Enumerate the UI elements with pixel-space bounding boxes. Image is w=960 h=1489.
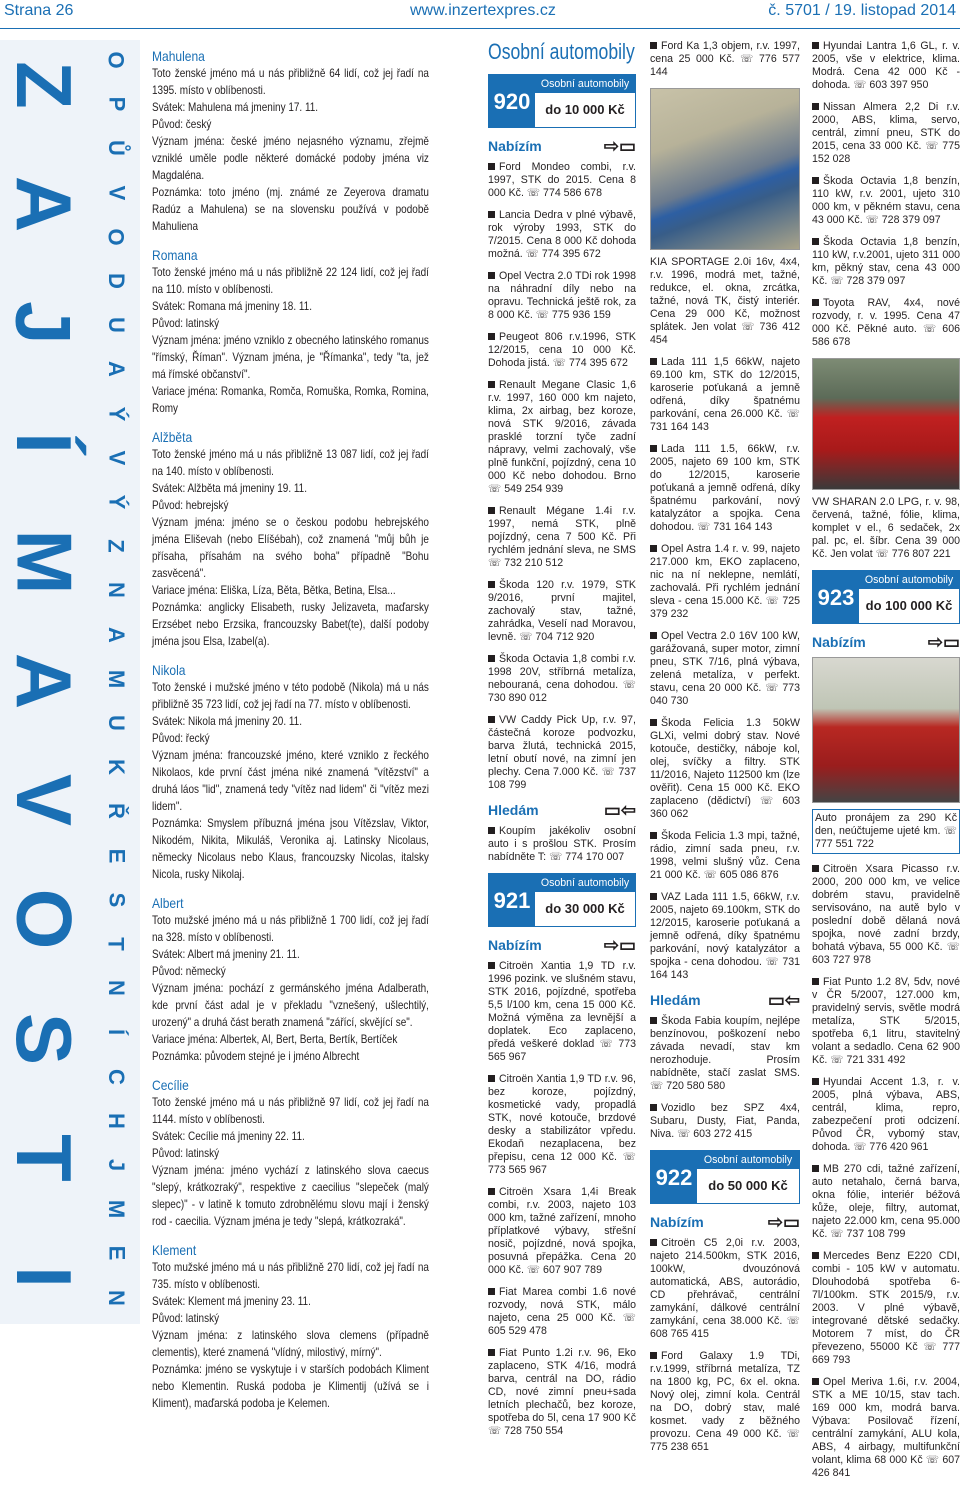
car-photo-kia (650, 88, 800, 250)
name-paragraph: Původ: český (152, 118, 212, 131)
name-paragraph: Význam jména: jméno vzniklo z obecného latinského romanus "římský, Říman". Význam jména, je "Římanka", tedy "ta, jež má římské občanství". (152, 334, 429, 381)
subtitle-letter: H (103, 1112, 129, 1129)
subtitle-letter: Í (104, 1029, 129, 1036)
subtitle-letter: N (103, 1289, 129, 1306)
name-title: Cecílie (152, 1077, 189, 1093)
price-range: do 10 000 Kč (545, 102, 625, 117)
title-letter: M (0, 529, 88, 595)
subtitle-letter: D (103, 273, 129, 289)
category-heading: Osobní automobily (488, 39, 635, 64)
name-paragraph: Význam jména: jméno vychází z latinského slova caecus "slepý, krátkozraký", respektive z caecilius "slepeček (malý slepec)" - v latině k tomuto zdrobnělému slovu mají i ženský rod - caecilia. Význam jména je tedy "slepá, krátkozraká". (152, 1164, 429, 1228)
category-box-923 (812, 570, 960, 624)
name-paragraph: Svátek: Mahulena má jmeniny 17. 11. (152, 101, 319, 114)
subtitle-letter: A (103, 361, 129, 378)
offer-heading: Nabízím ⇨▭ (812, 632, 960, 652)
name-paragraph: Variace jména: Romanka, Romča, Romuška, Romka, Romina, Romy (152, 385, 429, 415)
subtitle-letter: Ř (103, 803, 129, 820)
name-entry (152, 1242, 429, 1412)
subtitle-letter: N (103, 980, 129, 997)
name-entry (152, 1077, 429, 1230)
list-item: Hyundai Accent 1.3, r. v. 2005, plná výbava, ABS, centrál, klima, repro, zabezpečení proti odcizení. Původ ČR, vybomý stav, dohoda. ☏ 776 420 961 (812, 1076, 960, 1153)
list-item: Renault Mégane 1.4i r.v. 1997, nemá STK, plně pojízdný, cena 7 500 Kč. Při rychlém jednání sleva, ne SMS ☏ 732 210 512 (488, 505, 636, 569)
list-item: Lada 111 1.5, 66kW, r.v. 2005, najeto 69 100 km, STK do 12/2015, karoserie poťukaná a jemně odřená, díky špatnému parkování, nový katalyzátor a spojka. Cena dohodou. ☏ 731 164 143 (650, 443, 800, 533)
list-item: Citroën C5 2,0i r.v. 2003, najeto 214.500km, STK 2016, 100kW, dvouzónová automatická, ABS, autorádio, CD přehrávač, centrální zamykání, dálkové centrální zamykání, cena 38.000 Kč. ☏ 608 765 415 (650, 1237, 800, 1340)
list-item: Citroën Xsara Picasso r.v. 2000, 200 000 km, ve velice dobrém stavu, pravidelně servisováno, na autě bylo v poslední době dělaná nová spojka, nové zadní brzdy, bohatá výbava, 55 000 Kč. ☏ 603 727 978 (812, 863, 960, 966)
list-item: VW SHARAN 2.0 LPG, r. v. 98, červená, tažné, fólie, klima, komplet v el., 6 sedaček, 2x pal. pc, el. šíbr. Cena 39 000 Kč. Jen volat ☏ 776 807 221 (812, 496, 960, 560)
name-title: Nikola (152, 662, 186, 678)
name-title: Albert (152, 895, 184, 911)
list-item: Škoda Felicia 1.3 50kW GLXi, velmi dobrý stav. Nové kotouče, destičky, náboje kol, olej, svíčky a filtry. STK 11/2016, Najeto 112500 km (lze ověřit). Cena 15 000 Kč. EKO zaplaceno (dědictví) ☏ 603 360 062 (650, 717, 800, 820)
category-box-921 (488, 873, 636, 927)
category-label: Osobní automobily (535, 75, 635, 93)
title-letter: S (0, 1012, 88, 1065)
list-item: Opel Meriva 1.6i, r.v. 2004, STK a ME 10/15, stav tach. 169 000 km, modrá barva. Výbava: Posilovač řízení, centrální zamykání, ALU kola, ABS, 4 airbagy, multifunkční volant, klima 68 000 Kč ☏ 607 426 841 (812, 1376, 960, 1479)
title-letter: Z (0, 61, 88, 109)
list-item: Hyundai Lantra 1,6 GL, r. v. 2005, vše v elektrice, klima. Modrá. Cena 42 000 Kč - dohoda. ☏ 603 397 950 (812, 40, 960, 91)
list-item: Mercedes Benz E220 CDI, combi - 105 kW v automatu. Dlouhodobá spotřeba 6-7l/100km. STK 2015/9, r.v. 2003. V plné výbavě, integrované dětské sedačky. Motorem 7 míst, do ČR převezeno, 55000 Kč ☏ 777 669 793 (812, 1250, 960, 1366)
name-paragraph: Svátek: Nikola má jmeniny 20. 11. (152, 715, 303, 728)
subtitle-letter: E (104, 1246, 129, 1261)
list-item: Toyota RAV, 4x4, nové rozvody, r. v. 1995. Cena 47 000 Kč. Pěkné auto. ☏ 606 586 678 (812, 297, 960, 348)
name-paragraph: Význam jména: z latinského slova clemens (případně clementis), které znamená "vlídný, milostivý, mírný". (152, 1329, 429, 1359)
list-item: MB 270 cdi, tažné zařízení, auto netahalo, černá barva, okna fólie, interiér béžová kůže, oleje, filtry, automat, najeto 22.000 km, cena 95.000 Kč. ☏ 737 108 799 (812, 1163, 960, 1240)
subtitle-letter: M (103, 669, 129, 689)
subtitle-letter: S (104, 892, 129, 908)
page-header (0, 0, 960, 26)
list-item: Citroën Xsara 1,4i Break combi, r.v. 2003, najeto 103 000 km, tažné zařízení, mnoho příplatkové výbavy, střešní nosič, pojízdné, nová spojka, posuvná přepážka. Cena 20 000 Kč. ☏ 607 907 789 (488, 1186, 636, 1276)
offer-heading: Nabízím ⇨▭ (650, 1212, 800, 1232)
subtitle-letter: V (104, 450, 129, 466)
name-title: Alžběta (152, 429, 193, 445)
title-letter: I (0, 1266, 88, 1288)
subtitle-letter: O (104, 228, 129, 246)
list-item: Ford Ka 1,3 objem, r.v. 1997, cena 25 000 Kč. ☏ 776 577 144 (650, 40, 800, 78)
name-paragraph: Význam jména: české jméno nejasného významu, zřejmě vzniklé uměle podle některé domácké podoby jména viz Magdaléna. (152, 135, 429, 182)
name-title: Mahulena (152, 48, 205, 64)
name-paragraph: Variace jména: Albertek, Al, Bert, Berta, Bertík, Bertíček (152, 1033, 398, 1046)
category-box-920 (488, 74, 636, 128)
category-label: Osobní automobily (697, 1151, 799, 1169)
list-item: Fiat Punto 1.2i r.v. 96, Eko zaplaceno, STK 4/16, modrá barva, centrál na DO, rádio CD, nové zimní pneu+sada letních plechačů, bez koroze, spotřeba do 5l, cena 17 900 Kč ☏ 728 750 554 (488, 1347, 636, 1437)
name-paragraph: Původ: latinský (152, 1147, 220, 1160)
list-item: Škoda 120 r.v. 1979, STK 9/2016, první majitel, zachovalý stav, tažné, zahrádka, Veselí nad Moravou, levně. ☏ 704 712 920 (488, 579, 636, 643)
name-paragraph: Toto ženské jméno má u nás přibližně 64 lidí, což jej řadí na 1395. místo v oblíbenosti. (152, 67, 429, 97)
subtitle-letter: Z (103, 539, 129, 553)
title-letter: A (0, 652, 88, 710)
category-number: 923 (813, 571, 859, 623)
list-item: Nissan Almera 2,2 Di r.v. 2000, ABS, klima, servo, centrál, zimní pneu, STK do 2015, cena 33 000 Kč. ☏ 775 152 028 (812, 101, 960, 165)
name-paragraph: Toto ženské jméno má u nás přibližně 13 087 lidí, což jej řadí na 140. místo v oblíbenosti. (152, 448, 429, 478)
name-entry (152, 429, 429, 650)
name-title: Romana (152, 247, 198, 263)
list-item: Vozidlo bez SPZ 4x4, Subaru, Dusty, Fiat, Panda, Niva. ☏ 603 272 415 (650, 1102, 800, 1140)
list-item: Škoda Octavia 1,8 combi r.v. 1998 20V, stříbrná metalíza, nebouraná, cena dohodou. ☏ 730 890 012 (488, 653, 636, 704)
name-paragraph: Význam jména: francouzské jméno, které vzniklo z řeckého Nikolaos, kde první část jména niké znamená "vítězství" a druhá láos "lid", znamená tedy "vítěz nad lidem" či "vítěz mezi lidem". (152, 749, 429, 813)
list-item: KIA SPORTAGE 2.0i 16v, 4x4, r.v. 1996, modrá met, tažné, redukce, el. okna, zrcátka, tažné, nová TK, čistý interiér. Cena 29 000 Kč, možnost splátek. Jen volat ☏ 736 412 454 (650, 256, 800, 346)
arrow-left-icon: ▭⇦ (767, 990, 800, 1010)
name-paragraph: Původ: řecký (152, 732, 210, 745)
name-paragraph: Svátek: Romana má jmeniny 18. 11. (152, 300, 312, 313)
name-paragraph: Poznámka: toto jméno (mj. známé ze Zeyerova dramatu Radúz a Mahulena) se na slovensku používá v podobě Mahuliena (152, 186, 429, 233)
subtitle-letter: C (103, 1068, 129, 1085)
list-item: Škoda Octavia 1,8 benzín, 110 kW, r.v. 2001, ujeto 310 000 km, v pěkném stavu, cena 43 000 Kč. ☏ 728 379 097 (812, 175, 960, 226)
arrow-icon: ⇨▭ (927, 632, 960, 652)
list-item: Škoda Fabia koupím, nejlépe benzínovou, poškození nebo závada nevadí, stav km nerozhoduje. Prosím nabídněte, stačí zaslat SMS. ☏ 720 580 580 (650, 1015, 800, 1092)
name-paragraph: Původ: latinský (152, 1312, 220, 1325)
list-item: Opel Vectra 2.0 16V 100 kW, garážovaná, super motor, zimní pneu, STK 7/16, plná výbava, zelená metalíza, v perfekt. stavu, cena 20 000 Kč. ☏ 773 040 730 (650, 630, 800, 707)
list-item: Škoda Octavia 1,8 benzín, 110 kW, r.v.2001, ujeto 311 000 km, pěkný stav, cena 43 000 Kč. ☏ 728 379 097 (812, 236, 960, 287)
arrow-icon: ⇨▭ (603, 136, 636, 156)
list-item: Lada 111 1,5 66kW, najeto 69.100 km, STK do 12/2015, karoserie poťukaná a jemně odřená, díky špatnému parkování, cena 26.000 Kč. ☏ 731 164 143 (650, 356, 800, 433)
name-paragraph: Toto ženské jméno má u nás přibližně 97 lidí, což jej řadí na 1144. místo v oblíbenosti. (152, 1096, 429, 1126)
name-entry (152, 247, 429, 417)
category-number: 921 (489, 874, 535, 926)
name-entry (152, 662, 429, 883)
name-paragraph: Význam jména: jméno se o českou podobu hebrejského jména Eliševah (nebo Elíšébah), což znamená "můj bůh je přísaha, přísahám na svého boha" případně "Bohu zasvěcená". (152, 516, 429, 580)
list-item: Peugeot 806 r.v.1996, STK 12/2015, cena 10 000 Kč. Dohoda jistá. ☏ 774 395 672 (488, 331, 636, 369)
name-paragraph: Svátek: Alžběta má jmeniny 19. 11. (152, 482, 308, 495)
name-paragraph: Toto ženské jméno má u nás přibližně 22 124 lidí, což jej řadí na 110. místo v oblíbenosti. (152, 266, 429, 296)
subtitle-letter: T (103, 937, 129, 951)
car-photo-fabia (812, 657, 960, 803)
name-paragraph: Význam jména: pochází z germánského jména Adalberath, kde první část adal je v překladu "vznešený, ušlechtilý, urozený" a druhá část berath znamená "zářící, skvějící se". (152, 982, 429, 1029)
offer-heading: Nabízím ⇨▭ (488, 136, 636, 156)
list-item: Škoda Felicia 1.3 mpi, tažné, rádio, zimní sada pneu, r.v. 1998, velmi slušný vůz. Cena 21 000 Kč. ☏ 605 086 876 (650, 830, 800, 881)
name-paragraph: Svátek: Klement má jmeniny 23. 11. (152, 1295, 311, 1308)
list-item: Ford Mondeo combi, r.v. 1997, STK do 2015. Cena 8 000 Kč. ☏ 774 586 678 (488, 161, 636, 199)
section-title-vertical (0, 46, 88, 1316)
subtitle-letter: V (104, 185, 129, 200)
ads-column-2 (650, 40, 800, 1463)
name-paragraph: Svátek: Cecílie má jmeniny 22. 11. (152, 1130, 305, 1143)
subtitle-letter: Ý (104, 406, 129, 421)
name-paragraph: Poznámka: Smyslem příbuzná jména jsou Vítězslav, Viktor, Nikodém, Nikita, Mikuláš, Veronika aj. Latinsky Nicolaus, německy Nicolaus nebo Klaus, francouzsky Nicolas, italsky Nicola, rusky Nikolaj. (152, 817, 429, 881)
site-url[interactable]: www.inzertexpres.cz (410, 2, 556, 19)
subtitle-letter: E (104, 848, 129, 863)
subtitle-letter: U (103, 715, 129, 731)
category-number: 922 (651, 1151, 697, 1203)
price-range: do 30 000 Kč (545, 901, 625, 916)
list-item: Renault Megane Clasic 1,6 r.v. 1997, 160 000 km najeto, klima, 2x airbag, bez koroze, nová STK 9/2016, závada prasklé torzní tyče zadní nápravy, velmi zachovalý, vše plně funkční, pojízdný, cena 10 000 Kč nebo dohodou. Brno ☏ 549 254 939 (488, 379, 636, 495)
page-number: Strana 26 (4, 2, 74, 19)
title-letter: J (0, 301, 88, 346)
list-item: Fiat Punto 1.2 8V, 5dv, nové v ČR 5/2007, 127.000 km, pravidelný servis, světle modrá metalíza, STK 5/2015, spotřeba 6,1 litru, stavitelný volant a sedadlo. Cena 62 900 Kč. ☏ 721 331 492 (812, 976, 960, 1066)
name-entry (152, 48, 429, 235)
list-item: Citroën Xantia 1,9 TD r.v. 96, bez koroze, pojízdný, kosmetické vady, propadlá STK, nové kotouče, brzdové desky a stabilizátor vpředu. Ekodaň nezaplacena, bez přepisu, cena 12 000 Kč. ☏ 773 565 967 (488, 1073, 636, 1176)
list-item: Lancia Dedra v plné výbavě, rok výroby 1993, STK do 7/2015. Cena 8 000 Kč dohoda možná. ☏ 774 395 672 (488, 209, 636, 260)
category-number: 920 (489, 75, 535, 127)
category-label: Osobní automobily (535, 874, 635, 892)
subtitle-letter: A (103, 626, 129, 643)
name-paragraph: Původ: latinský (152, 317, 220, 330)
price-range: do 100 000 Kč (865, 598, 953, 613)
title-letter: A (0, 176, 88, 233)
category-label: Osobní automobily (859, 571, 959, 589)
name-paragraph: Svátek: Albert má jmeniny 21. 11. (152, 948, 300, 961)
title-letter: T (0, 1133, 88, 1182)
name-paragraph: Toto ženské i mužské jméno v této podobě (Nikola) má u nás přibližně 35 723 lidí, což jej řadí na 77. místo v oblíbenosti. (152, 681, 429, 711)
list-item: VAZ Lada 111 1.5, 66kW, r.v. 2005, najeto 69.100km, STK do 12/2015, karoserie poťukaná a jemně odřená, díky špatnému parkování, nový katalyzátor a spojka - cena dohodou. ☏ 731 164 143 (650, 891, 800, 981)
list-item: VW Caddy Pick Up, r.v. 97, částečná koroze podvozku, barva žlutá, technická 2015, letní obutí nové, na zimní jen plechy. Cena 7.000 Kč. ☏ 737 108 799 (488, 714, 636, 791)
subtitle-letter: N (103, 582, 129, 599)
list-item: Ford Galaxy 1.9 TDi, r.v.1999, stříbrná metalíza, TZ na 1800 kg, PC, 6x el. okna. Nový olej, zimní kola. Centrál na DO, dobrý stav, malé kosmet. vady z běžného provozu. Cena 49 000 Kč. ☏ 775 238 651 (650, 1350, 800, 1453)
section-subtitle-vertical (100, 48, 132, 1310)
subtitle-letter: P (104, 96, 129, 112)
name-entry (152, 895, 429, 1065)
header-rule (0, 28, 960, 29)
list-item: Opel Astra 1.4 r. v. 99, najeto 217.000 km, EKO zaplaceno, nic na ní neklepne, nemlátí, zachovalá. Při rychlém jednání sleva - cena 15.000 Kč. ☏ 725 379 232 (650, 543, 800, 620)
subtitle-letter: O (104, 51, 129, 69)
name-paragraph: Původ: hebrejský (152, 499, 229, 512)
subtitle-letter: Ý (104, 494, 129, 510)
name-title: Klement (152, 1242, 197, 1258)
photo-caption: Auto pronájem za 290 Kč den, neúčtujeme ujeté km. ☏ 777 551 722 (812, 809, 960, 854)
subtitle-letter: Ů (103, 140, 129, 157)
seek-heading: Hledám ▭⇦ (650, 990, 800, 1010)
title-letter: Í (0, 431, 88, 454)
offer-heading: Nabízím ⇨▭ (488, 935, 636, 955)
subtitle-letter: M (103, 1200, 129, 1219)
name-paragraph: Toto mužské jméno má u nás přibližně 270 lidí, což jej řadí na 735. místo v oblíbenosti. (152, 1261, 429, 1291)
arrow-left-icon: ▭⇦ (603, 800, 636, 820)
title-letter: V (0, 774, 88, 827)
name-paragraph: Poznámka: jméno se vyskytuje i v starších podobách Kliment nebo Klementin. Ruská podoba je Klimentij (užívá se i Kliment), maďarská podoba je Kelemen. (152, 1363, 429, 1410)
arrow-icon: ⇨▭ (767, 1212, 800, 1232)
subtitle-letter: J (104, 1158, 129, 1172)
list-item: Fiat Marea combi 1.6 nové rozvody, nová STK, málo najeto, cena 25 000 Kč. ☏ 605 529 478 (488, 1286, 636, 1337)
list-item: Citroën Xantia 1,9 TD r.v. 1996 pozink. ve slušném stavu, STK 2016, pojízdné, spotřeba 5,5 l/100 km, cena 15 000 Kč. Možná výměna za levnější a doplatek. Eco zaplaceno, předá veškeré doklad ☏ 773 565 967 (488, 960, 636, 1063)
name-paragraph: Poznámka: anglicky Elisabeth, rusky Jelizaveta, maďarsky Erzsébet nebo Erzsika, francouzsky Babet(te), další podoby jména jsou Elsa, Izabel(a). (152, 601, 429, 648)
name-paragraph: Variace jména: Eliška, Líza, Běta, Bětka, Betina, Elsa... (152, 584, 396, 597)
list-item: Opel Vectra 2.0 TDi rok 1998 na náhradní díly nebo na opravu. Technická ještě rok, za 8 000 Kč. ☏ 775 936 159 (488, 270, 636, 321)
name-paragraph: Poznámka: původem stejné je i jméno Albrecht (152, 1050, 360, 1063)
name-entries (152, 48, 429, 1424)
name-paragraph: Toto mužské jméno má u nás přibližně 1 700 lidí, což jej řadí na 328. místo v oblíbenosti. (152, 914, 429, 944)
seek-heading: Hledám ▭⇦ (488, 800, 636, 820)
category-box-922 (650, 1150, 800, 1204)
issue-date: č. 5701 / 19. listopad 2014 (768, 2, 956, 19)
subtitle-letter: U (103, 317, 129, 334)
price-range: do 50 000 Kč (708, 1178, 788, 1193)
name-paragraph: Původ: německý (152, 965, 226, 978)
car-photo-sharan (812, 358, 960, 490)
ads-column-3 (812, 40, 960, 1489)
list-item: Koupím jakékoliv osobní auto i s prošlou STK. Prosím nabídněte T: ☏ 774 170 007 (488, 825, 636, 863)
title-letter: O (0, 888, 88, 950)
arrow-icon: ⇨▭ (603, 935, 636, 955)
ads-column-1 (488, 40, 636, 1447)
subtitle-letter: K (103, 759, 129, 776)
